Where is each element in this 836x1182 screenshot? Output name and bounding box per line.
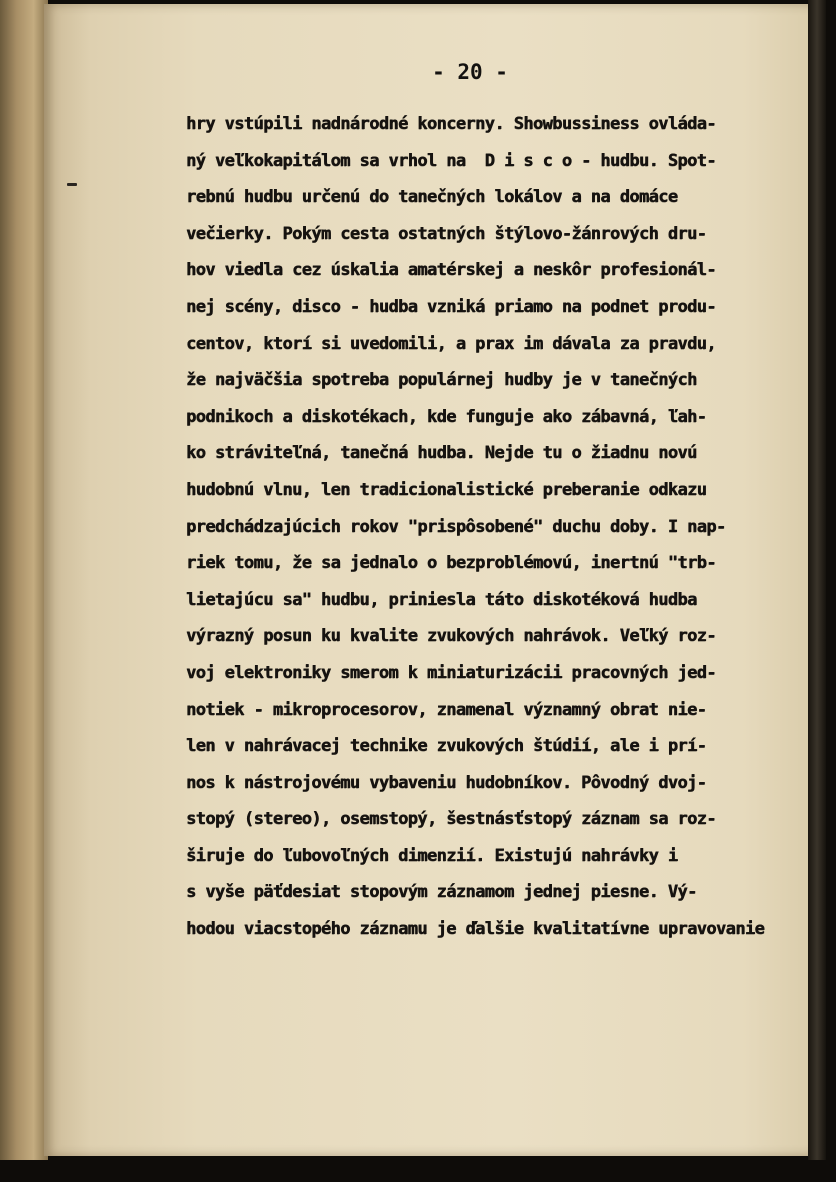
text-line: len v nahrávacej technike zvukových štúdií, ale i prí- (186, 736, 707, 757)
margin-mark (67, 183, 77, 186)
text-line: predchádzajúcich rokov "prispôsobené" duchu doby. I nap- (186, 516, 726, 537)
text-line: večierky. Pokým cesta ostatných štýlovo-žánrových dru- (186, 223, 707, 244)
book-binding-edge (0, 0, 48, 1160)
text-line: rebnú hudbu určenú do tanečných lokálov a na domáce (186, 187, 678, 208)
text-line: hudobnú vlnu, len tradicionalistické preberanie odkazu (186, 479, 707, 500)
text-line: notiek - mikroprocesorov, znamenal významný obrat nie- (186, 699, 707, 720)
text-line: ko stráviteľná, tanečná hudba. Nejde tu o žiadnu novú (186, 443, 697, 464)
text-line: nos k nástrojovému vybaveniu hudobníkov. Pôvodný dvoj- (186, 772, 707, 793)
text-line: hry vstúpili nadnárodné koncerny. Showbussiness ovláda- (186, 114, 716, 134)
typewritten-body-text (186, 106, 826, 948)
text-line: výrazný posun ku kvalite zvukových nahrávok. Veľký roz- (186, 626, 716, 647)
text-line: širuje do ľubovoľných dimenzií. Existujú nahrávky i (186, 845, 678, 866)
text-line: že najväčšia spotreba populárnej hudby je v tanečných (186, 370, 697, 391)
text-line: podnikoch a diskotékach, kde funguje ako zábavná, ľah- (186, 406, 707, 427)
text-line: hodou viacstopého záznamu je ďalšie kvalitatívne upravovanie (186, 919, 765, 940)
text-line: hov viedla cez úskalia amatérskej a neskôr profesionál- (186, 260, 716, 281)
text-line: riek tomu, že sa jednalo o bezproblémovú, inertnú "trb- (186, 553, 716, 574)
text-line: lietajúcu sa" hudbu, priniesla táto diskotéková hudba (186, 589, 697, 610)
text-line: nej scény, disco - hudba vzniká priamo na podnet produ- (186, 296, 716, 317)
page-number: - 20 - (432, 60, 508, 84)
text-line: stopý (stereo), osemstopý, šestnásťstopý záznam sa roz- (186, 809, 716, 830)
text-line: s vyše päťdesiat stopovým záznamom jednej piesne. Vý- (186, 882, 697, 903)
text-line: ný veľkokapitálom sa vrhol na D i s c o - hudbu. Spot- (186, 150, 716, 171)
text-line: centov, ktorí si uvedomili, a prax im dávala za pravdu, (186, 333, 716, 354)
text-line: voj elektroniky smerom k miniaturizácii pracovných jed- (186, 662, 716, 683)
